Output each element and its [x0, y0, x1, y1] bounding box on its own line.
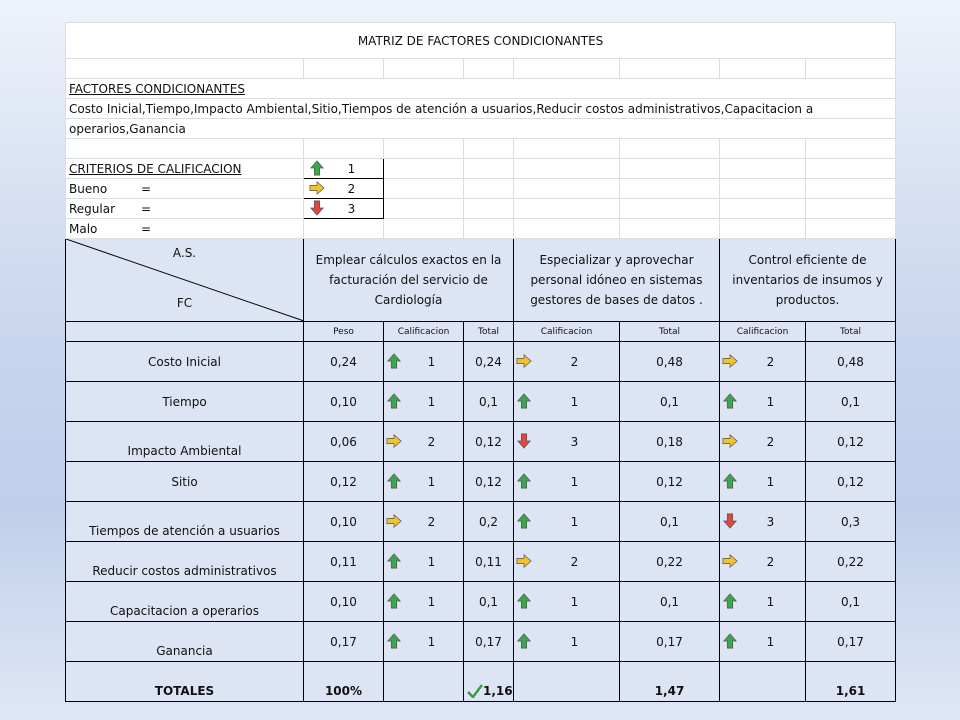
total-cell: 0,22 — [620, 542, 720, 582]
criterio-2-box: 2 — [304, 179, 384, 199]
total-cell: 0,3 — [806, 502, 896, 542]
up-arrow-icon — [516, 513, 532, 531]
totals-t3: 1,61 — [806, 662, 896, 702]
totals-empty-2 — [514, 662, 620, 702]
factor-cell: Costo Inicial — [66, 342, 304, 382]
calificacion-cell: 1 — [384, 342, 464, 382]
total-cell: 0,12 — [620, 462, 720, 502]
criterio-3-box: 3 — [304, 199, 384, 219]
spreadsheet — [65, 22, 896, 702]
total-cell: 0,18 — [620, 422, 720, 462]
total-cell: 0,24 — [464, 342, 514, 382]
peso-cell: 0,10 — [304, 502, 384, 542]
table-row — [66, 502, 896, 542]
totals-row — [66, 662, 896, 702]
factores-text-line2: operarios,Ganancia — [66, 119, 896, 139]
peso-cell: 0,12 — [304, 462, 384, 502]
peso-cell: 0,24 — [304, 342, 384, 382]
factor-cell: Ganancia — [66, 622, 304, 662]
calificacion-header-1: Calificacion — [384, 322, 464, 342]
up-arrow-icon — [386, 553, 402, 571]
check-icon — [467, 684, 483, 698]
calificacion-cell: 1 — [514, 382, 620, 422]
total-cell: 0,1 — [806, 582, 896, 622]
calificacion-cell: 1 — [384, 462, 464, 502]
up-arrow-icon — [516, 593, 532, 611]
totals-t2: 1,47 — [620, 662, 720, 702]
alternative-3-header: Control eficiente de inventarios de insumos y productos. — [720, 239, 896, 322]
criterio-label-2: Malo = — [66, 219, 304, 239]
total-cell: 0,1 — [620, 582, 720, 622]
calificacion-cell: 1 — [720, 382, 806, 422]
total-cell: 0,17 — [806, 622, 896, 662]
peso-cell: 0,10 — [304, 382, 384, 422]
total-cell: 0,11 — [464, 542, 514, 582]
factor-cell: Tiempo — [66, 382, 304, 422]
factor-cell: Impacto Ambiental — [66, 422, 304, 462]
calificacion-cell: 3 — [720, 502, 806, 542]
peso-cell: 0,06 — [304, 422, 384, 462]
calificacion-cell: 2 — [384, 502, 464, 542]
peso-cell: 0,17 — [304, 622, 384, 662]
total-cell: 0,22 — [806, 542, 896, 582]
calificacion-cell: 1 — [514, 502, 620, 542]
total-header-3: Total — [806, 322, 896, 342]
up-arrow-icon — [386, 393, 402, 411]
total-cell: 0,48 — [620, 342, 720, 382]
alternative-1-header: Emplear cálculos exactos en la facturación del servicio de Cardiología — [304, 239, 514, 322]
calificacion-cell: 1 — [720, 582, 806, 622]
peso-header: Peso — [304, 322, 384, 342]
total-cell: 0,17 — [464, 622, 514, 662]
right-arrow-icon — [722, 353, 738, 371]
peso-cell: 0,11 — [304, 542, 384, 582]
calificacion-cell: 2 — [384, 422, 464, 462]
calificacion-cell: 1 — [384, 542, 464, 582]
up-arrow-icon — [516, 633, 532, 651]
factor-cell: Reducir costos administrativos — [66, 542, 304, 582]
totals-label: TOTALES — [66, 662, 304, 702]
total-cell: 0,12 — [806, 462, 896, 502]
criterios-heading: CRITERIOS DE CALIFICACION — [66, 159, 304, 179]
factor-cell: Capacitacion a operarios — [66, 582, 304, 622]
table-row — [66, 582, 896, 622]
calificacion-cell: 1 — [384, 622, 464, 662]
right-arrow-icon — [386, 433, 402, 451]
calificacion-cell: 1 — [514, 462, 620, 502]
up-arrow-icon — [386, 473, 402, 491]
up-arrow-icon — [722, 473, 738, 491]
up-arrow-icon — [516, 393, 532, 411]
fc-label: FC — [176, 296, 193, 310]
factores-text-line1: Costo Inicial,Tiempo,Impacto Ambiental,Sitio,Tiempos de atención a usuarios,Reducir costos administrativos,Capacitacion a — [66, 99, 896, 119]
right-arrow-icon — [516, 553, 532, 571]
table-row — [66, 622, 896, 662]
calificacion-cell: 2 — [514, 542, 620, 582]
total-cell: 0,1 — [620, 382, 720, 422]
calificacion-header-3: Calificacion — [720, 322, 806, 342]
calificacion-cell: 3 — [514, 422, 620, 462]
table-row — [66, 422, 896, 462]
criterio-label-0: Bueno = — [66, 179, 304, 199]
totals-t1: 1,16 — [464, 662, 514, 702]
total-cell: 0,1 — [464, 582, 514, 622]
total-cell: 0,2 — [464, 502, 514, 542]
total-header-1: Total — [464, 322, 514, 342]
right-arrow-icon — [386, 513, 402, 531]
down-arrow-icon — [309, 200, 325, 218]
calificacion-header-2: Calificacion — [514, 322, 620, 342]
peso-cell: 0,10 — [304, 582, 384, 622]
as-label: A.S. — [172, 246, 197, 260]
total-cell: 0,12 — [464, 462, 514, 502]
table-row — [66, 462, 896, 502]
factores-heading: FACTORES CONDICIONANTES — [66, 79, 896, 99]
right-arrow-icon — [309, 180, 325, 198]
up-arrow-icon — [516, 473, 532, 491]
calificacion-cell: 1 — [384, 582, 464, 622]
up-arrow-icon — [309, 160, 325, 178]
page-title: MATRIZ DE FACTORES CONDICIONANTES — [66, 23, 896, 59]
up-arrow-icon — [722, 633, 738, 651]
total-cell: 0,12 — [806, 422, 896, 462]
corner-subcell — [66, 322, 304, 342]
calificacion-cell: 2 — [720, 422, 806, 462]
right-arrow-icon — [516, 353, 532, 371]
totals-empty-1 — [384, 662, 464, 702]
calificacion-cell: 1 — [720, 622, 806, 662]
calificacion-cell: 1 — [384, 382, 464, 422]
up-arrow-icon — [386, 633, 402, 651]
table-row — [66, 342, 896, 382]
alternative-2-header: Especializar y aprovechar personal idóneo en sistemas gestores de bases de datos . — [514, 239, 720, 322]
criterio-1-box: 1 — [304, 159, 384, 179]
table-row — [66, 542, 896, 582]
right-arrow-icon — [722, 553, 738, 571]
total-cell: 0,48 — [806, 342, 896, 382]
totals-peso: 100% — [304, 662, 384, 702]
right-arrow-icon — [722, 433, 738, 451]
factor-cell: Sitio — [66, 462, 304, 502]
total-cell: 0,1 — [620, 502, 720, 542]
factor-cell: Tiempos de atención a usuarios — [66, 502, 304, 542]
total-header-2: Total — [620, 322, 720, 342]
calificacion-cell: 2 — [720, 542, 806, 582]
criterio-label-1: Regular = — [66, 199, 304, 219]
total-cell: 0,12 — [464, 422, 514, 462]
up-arrow-icon — [722, 593, 738, 611]
down-arrow-icon — [516, 433, 532, 451]
up-arrow-icon — [722, 393, 738, 411]
up-arrow-icon — [386, 593, 402, 611]
total-cell: 0,17 — [620, 622, 720, 662]
totals-empty-3 — [720, 662, 806, 702]
total-cell: 0,1 — [464, 382, 514, 422]
calificacion-cell: 1 — [514, 582, 620, 622]
as-fc-corner — [66, 239, 304, 322]
table-row — [66, 382, 896, 422]
up-arrow-icon — [386, 353, 402, 371]
calificacion-cell: 1 — [514, 622, 620, 662]
calificacion-cell: 2 — [720, 342, 806, 382]
calificacion-cell: 2 — [514, 342, 620, 382]
total-cell: 0,1 — [806, 382, 896, 422]
down-arrow-icon — [722, 513, 738, 531]
calificacion-cell: 1 — [720, 462, 806, 502]
